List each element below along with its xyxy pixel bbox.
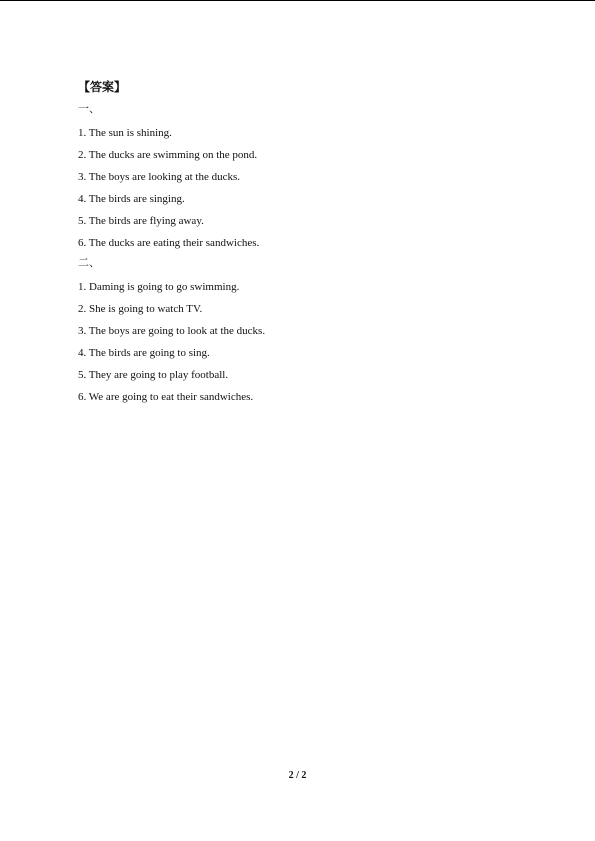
answer-line: 3. The boys are going to look at the ducks. — [78, 325, 266, 337]
answer-line: 1. Daming is going to go swimming. — [78, 281, 240, 293]
answer-line: 6. We are going to eat their sandwiches. — [78, 391, 254, 403]
section-label: 一、 — [78, 102, 100, 115]
answer-line: 4. The birds are going to sing. — [78, 347, 210, 359]
section-2 — [78, 254, 518, 408]
answer-line: 3. The boys are looking at the ducks. — [78, 171, 241, 183]
top-border-line — [0, 0, 595, 1]
answer-line: 6. The ducks are eating their sandwiches. — [78, 237, 260, 249]
section-label: 二、 — [78, 256, 100, 269]
page-number: 2 / 2 — [288, 770, 307, 781]
answer-line: 5. The birds are flying away. — [78, 215, 204, 227]
answer-heading: 【答案】 — [78, 80, 127, 94]
answer-line: 5. They are going to play football. — [78, 369, 229, 381]
answer-line: 2. The ducks are swimming on the pond. — [78, 149, 258, 161]
answer-content — [78, 78, 518, 408]
section-1 — [78, 100, 518, 254]
answer-line: 1. The sun is shining. — [78, 127, 172, 139]
answer-line: 2. She is going to watch TV. — [78, 303, 203, 315]
answer-line: 4. The birds are singing. — [78, 193, 185, 205]
